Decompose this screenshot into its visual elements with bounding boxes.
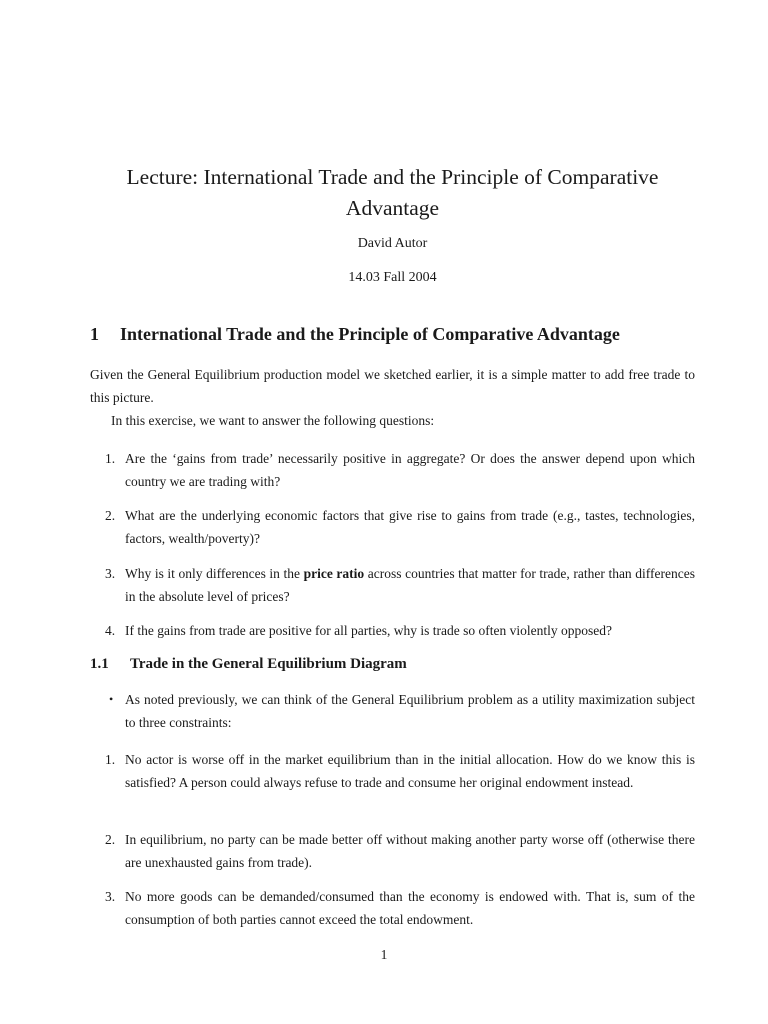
question-text: Are the ‘gains from trade’ necessarily positive in aggregate? Or does the answer depend upon which country we are trading with? [125,451,695,489]
intro-paragraph: Given the General Equilibrium production model we sketched earlier, it is a simple matter to add free trade to this picture. [90,367,695,405]
subsection-heading [90,656,710,673]
emphasis-price-ratio: price ratio [303,566,365,581]
questions-lead-paragraph: In this exercise, we want to answer the following questions: [111,413,435,428]
constraint-text: No actor is worse off in the market equilibrium than in the initial allocation. How do we know this is satisfied? A person could always refuse to trade and consume her original endowment instead. [125,752,695,790]
bullet-text: As noted previously, we can think of the General Equilibrium problem as a utility maximization subject to three constraints: [125,692,695,730]
list-marker: 2. [105,508,116,523]
constraint-text: No more goods can be demanded/consumed than the economy is endowed with. That is, sum of the consumption of both parties cannot exceed the total endowment. [125,889,695,927]
list-marker: 3. [105,566,116,581]
subsection-number: 1.1 [90,656,109,672]
question-text-before: Why is it only differences in the [125,566,304,581]
question-item [105,504,695,550]
course-info: 14.03 Fall 2004 [348,270,437,285]
list-marker: 1. [105,451,116,466]
bullet-item [105,688,695,734]
subsection-title: Trade in the General Equilibrium Diagram [130,656,407,672]
document-title: Lecture: International Trade and the Principle of Comparative Advantage [126,165,659,220]
page-number: 1 [380,947,388,962]
section-number: 1 [90,324,99,344]
constraint-item [105,885,695,931]
list-marker: 2. [105,832,116,847]
author-name: David Autor [357,236,428,251]
list-marker: 3. [105,889,116,904]
question-item [105,447,695,493]
section-heading [90,324,710,345]
question-text [125,562,695,608]
list-marker: 4. [105,623,116,638]
bullet-icon: • [109,692,114,706]
constraint-item [105,828,695,874]
question-item [105,562,695,608]
section-title: International Trade and the Principle of Comparative Advantage [120,324,620,344]
question-text: If the gains from trade are positive for all parties, why is trade so often violently opposed? [125,623,612,638]
question-item [105,619,695,642]
list-marker: 1. [105,752,116,767]
question-text-after: across countries that matter for trade, rather than differences in the absolute level of prices? [125,566,695,604]
constraint-text: In equilibrium, no party can be made better off without making another party worse off (otherwise there are unexhausted gains from trade). [125,832,695,870]
constraint-item [105,748,695,794]
question-text: What are the underlying economic factors that give rise to gains from trade (e.g., tastes, technologies, factors, wealth/poverty)? [125,508,695,546]
